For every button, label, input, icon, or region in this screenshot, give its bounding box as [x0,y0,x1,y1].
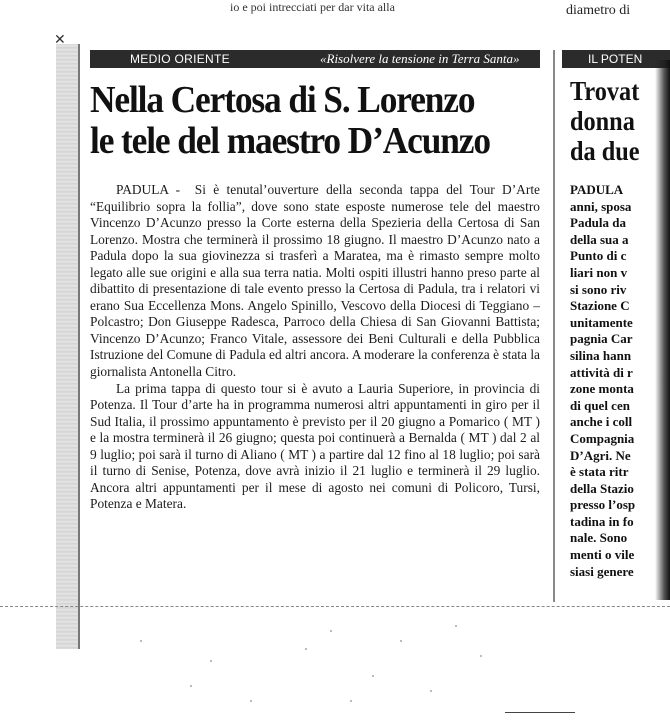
adjacent-body-line: è stata ritr [570,464,629,480]
scan-speckle [330,630,332,632]
adjacent-body-line: pagnia Car [570,331,633,347]
scan-speckle [210,660,212,662]
section-kicker: «Risolvere la tensione in Terra Santa» [320,51,520,66]
dateline: PADULA - [116,182,181,197]
adjacent-body-line: si sono riv [570,281,627,297]
scan-speckle [400,640,402,642]
headline-line-1: Nella Certosa di S. Lorenzo [90,79,475,121]
scan-speckle [250,700,252,702]
adjacent-body-line: siasi genere [570,563,634,579]
adjacent-headline-line-1: Trovat [570,76,640,106]
scan-speckle [190,685,192,687]
previous-article-fragment: io e poi intrecciati per dar vita alla [230,0,395,14]
adjacent-article [562,50,670,602]
scan-speckle [140,640,142,642]
adjacent-body-line: Stazione C [570,298,630,314]
adjacent-section-label: IL POTEN [562,50,670,68]
scan-speckle [305,648,307,650]
adjacent-body-line: D’Agri. Ne [570,447,631,463]
adjacent-body-line: Punto di c [570,248,627,264]
adjacent-body-line: Padula da [570,215,626,231]
adjacent-body-line: presso l’osp [570,497,636,513]
adjacent-body-line: zone monta [570,381,634,397]
adjacent-body-line: tadina in fo [570,513,634,529]
adjacent-headline-line-3: da due [570,136,640,166]
adjacent-body-line: della sua a [570,231,629,247]
adjacent-body-line: liari non v [570,264,628,280]
article-paragraph-2: La prima tappa di questo tour si è avuto a Lauria Superiore, in provincia di Potenza. Il Tour d’arte ha in programma numerosi altri appuntamenti in giro per il Sud Italia, il prossimo appuntamento è previsto per il 20 giugno a Pomarico ( MT ) e la mostra terminerà il 26 giugno; questa poi continuerà a Bernalda ( MT ) dal 2 al 9 luglio; poi sarà il turno di Aliano ( MT ) a partire dal 12 fino al 18 luglio; poi sarà il turno di Senise, Potenza, dove avrà inizio il 21 luglio e terminerà il 29 luglio. Ancora altri appuntamenti per il mese di agosto nei comuni di Policoro, Tursi, Potenza e Matera. [90,380,540,512]
section-label: MEDIO ORIENTE [130,52,230,66]
scan-speckle [372,675,374,677]
adjacent-body-line: PADULA [570,182,624,197]
adjacent-body-line: menti o vile [570,547,635,563]
adjacent-body-line: silina hann [570,347,632,363]
scan-left-edge [56,44,80,649]
clipping-cut-line [0,606,670,607]
pen-mark-icon: ✕ [54,33,66,48]
section-bar [90,50,540,68]
article-paragraph-1 [90,182,540,381]
column-divider [553,50,555,602]
scan-speckle [480,655,482,657]
scan-speckle [350,700,352,702]
adjacent-headline-line-2: donna [570,106,635,136]
adjacent-body-line: unitamente [570,314,633,330]
article-body [90,182,540,513]
adjacent-body-line: Compagnia [570,430,635,446]
article-headline [90,80,514,162]
headline-line-2: le tele del maestro D’Acunzo [90,120,490,162]
main-article [80,50,546,602]
adjacent-body-line: anche i coll [570,414,633,430]
adjacent-body-line: nale. Sono [570,530,628,546]
adjacent-body-line: anni, sposa [570,198,632,214]
scan-right-shadow [655,60,670,600]
paragraph-1-text: Si è tenutal’ouverture della seconda tappa del Tour D’Arte “Equilibrio sopra la follia”, dove sono state esposte numerose tele del maestro Vincenzo D’Acunzo presso la Corte esterna della Spezieria della Certosa di San Lorenzo. Mostra che terminerà il prossimo 18 giugno. Il maestro D’Acunzo nato a Padula dopo la sua giovinezza si trasferì a Maratea, ma è rimasto sempre molto legato alle sue origini e alla sua terra natia. Molti ospiti illustri hanno preso parte al dibattito di presentazione di tale evento presso la Certosa di Padula, tra i relatori vi erano Sua Eccellenza Mons. Angelo Spinillo, Vescovo della Diocesi di Teggiano – Polcastro; Don Giuseppe Radesca, Parroco della Chiesa di San Giovanni Battista; Vincenzo D’Acunzo; Franco Vitale, assessore dei Beni Culturali e della Pubblica Istruzione del Comune di Padula ed altri ancora. A moderare la conferenza è stata la giornalista Antonella Citro. [90,182,540,380]
adjacent-body-line: attività di r [570,364,633,380]
previous-right-fragment: diametro di [566,3,631,18]
adjacent-body-line: della Stazio [570,480,634,496]
scan-speckle [455,625,457,627]
scan-speckle [430,690,432,692]
bottom-rule [505,712,575,713]
adjacent-headline [570,76,640,166]
adjacent-body-line: di quel cen [570,397,630,413]
